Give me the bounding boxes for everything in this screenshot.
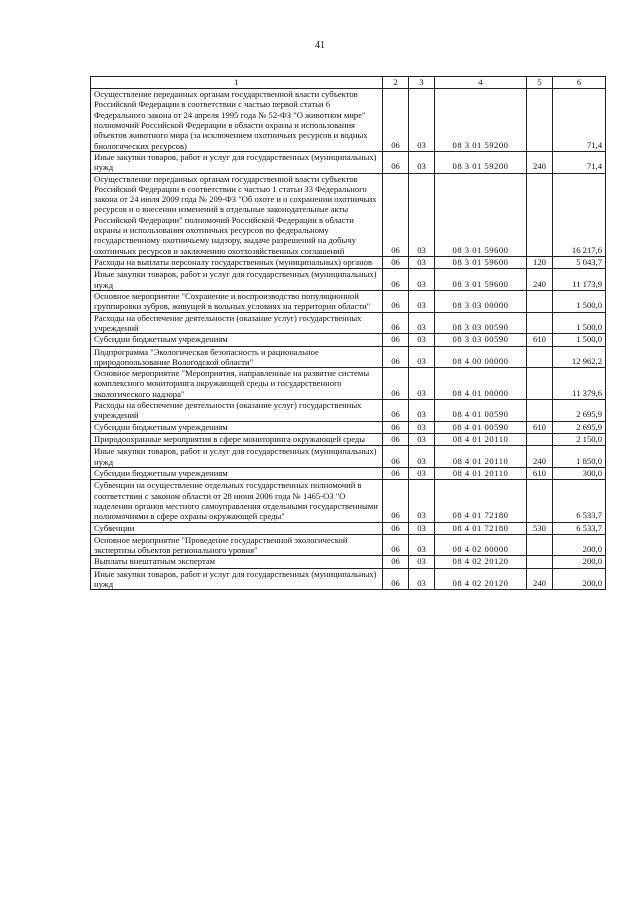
row-target-code: 08 4 01 00000 (435, 368, 527, 400)
header-col-5: 5 (527, 77, 553, 89)
row-expense-type: 240 (527, 446, 553, 468)
row-subsection: 03 (409, 346, 435, 368)
row-name: Осуществление переданных органам государственной власти субъектов Российской Федерации в соответствии с частью первой статьи 6 Федерального закона от 24 апреля 1995 года № 52-ФЗ "О животном мире" полномочий Российской Федерации в области охраны и использования объектов животного мира (за исключением охотничьих ресурсов и водных биологических ресурсов) (91, 89, 383, 152)
row-name: Субвенции (91, 522, 383, 534)
row-section: 06 (383, 334, 409, 346)
row-target-code: 08 4 02 00000 (435, 534, 527, 556)
row-amount: 200,0 (553, 534, 606, 556)
row-amount: 16 217,6 (553, 173, 606, 257)
row-subsection: 03 (409, 534, 435, 556)
row-subsection: 03 (409, 446, 435, 468)
row-section: 06 (383, 556, 409, 568)
header-col-4: 4 (435, 77, 527, 89)
row-target-code: 08 3 01 59600 (435, 269, 527, 291)
row-expense-type: 240 (527, 151, 553, 173)
row-expense-type (527, 556, 553, 568)
row-amount: 5 043,7 (553, 257, 606, 269)
row-section: 06 (383, 400, 409, 422)
table-row (91, 257, 606, 269)
header-col-6: 6 (553, 77, 606, 89)
row-name: Иные закупки товаров, работ и услуг для государственных (муниципальных) нужд (91, 151, 383, 173)
row-section: 06 (383, 467, 409, 479)
row-name: Иные закупки товаров, работ и услуг для государственных (муниципальных) нужд (91, 446, 383, 468)
row-target-code: 08 4 01 72180 (435, 480, 527, 522)
table-row (91, 522, 606, 534)
row-name: Субсидии бюджетным учреждениям (91, 467, 383, 479)
row-target-code: 08 4 01 72180 (435, 522, 527, 534)
table-row (91, 446, 606, 468)
table-row (91, 89, 606, 152)
row-amount: 2 695,9 (553, 421, 606, 433)
row-target-code: 08 3 03 00590 (435, 334, 527, 346)
page-number: 41 (315, 40, 325, 51)
row-expense-type (527, 346, 553, 368)
row-section: 06 (383, 173, 409, 257)
row-section: 06 (383, 151, 409, 173)
row-amount: 200,0 (553, 568, 606, 590)
row-amount: 71,4 (553, 151, 606, 173)
row-expense-type: 610 (527, 421, 553, 433)
table-body (91, 89, 606, 590)
row-section: 06 (383, 312, 409, 334)
table-row (91, 400, 606, 422)
row-target-code: 08 4 01 00590 (435, 421, 527, 433)
row-subsection: 03 (409, 434, 435, 446)
row-amount: 71,4 (553, 89, 606, 152)
row-amount: 1 500,0 (553, 290, 606, 312)
table-row (91, 151, 606, 173)
table-row (91, 467, 606, 479)
header-col-3: 3 (409, 77, 435, 89)
table-row (91, 346, 606, 368)
row-subsection: 03 (409, 89, 435, 152)
row-expense-type (527, 173, 553, 257)
row-name: Иные закупки товаров, работ и услуг для государственных (муниципальных) нужд (91, 269, 383, 291)
row-expense-type: 120 (527, 257, 553, 269)
row-target-code: 08 3 01 59600 (435, 173, 527, 257)
row-expense-type: 610 (527, 467, 553, 479)
row-name: Подпрограмма "Экологическая безопасность и рациональное природопользование Вологодской области" (91, 346, 383, 368)
row-amount: 1 500,0 (553, 334, 606, 346)
row-section: 06 (383, 522, 409, 534)
row-subsection: 03 (409, 290, 435, 312)
row-subsection: 03 (409, 269, 435, 291)
row-expense-type (527, 480, 553, 522)
row-name: Расходы на выплаты персоналу государственных (муниципальных) органов (91, 257, 383, 269)
row-subsection: 03 (409, 568, 435, 590)
row-expense-type (527, 312, 553, 334)
row-expense-type (527, 368, 553, 400)
row-name: Расходы на обеспечение деятельности (оказание услуг) государственных учреждений (91, 312, 383, 334)
row-expense-type: 240 (527, 269, 553, 291)
row-section: 06 (383, 257, 409, 269)
table-row (91, 269, 606, 291)
row-subsection: 03 (409, 480, 435, 522)
row-target-code: 08 4 01 20110 (435, 446, 527, 468)
row-target-code: 08 4 00 00000 (435, 346, 527, 368)
table-row (91, 290, 606, 312)
row-subsection: 03 (409, 421, 435, 433)
row-name: Природоохранные мероприятия в сфере мониторинга окружающей среды (91, 434, 383, 446)
row-amount: 2 150,0 (553, 434, 606, 446)
row-amount: 1 850,0 (553, 446, 606, 468)
row-amount: 2 695,9 (553, 400, 606, 422)
row-expense-type (527, 434, 553, 446)
table-row (91, 534, 606, 556)
row-section: 06 (383, 421, 409, 433)
budget-table (90, 76, 606, 590)
row-name: Выплаты внештатным экспертам (91, 556, 383, 568)
row-name: Основное мероприятие "Проведение государственной экологической экспертизы объектов регионального уровня" (91, 534, 383, 556)
row-expense-type (527, 534, 553, 556)
row-subsection: 03 (409, 368, 435, 400)
row-target-code: 08 4 02 20120 (435, 556, 527, 568)
row-expense-type: 240 (527, 568, 553, 590)
row-name: Расходы на обеспечение деятельности (оказание услуг) государственных учреждений (91, 400, 383, 422)
row-target-code: 08 3 01 59200 (435, 151, 527, 173)
row-amount: 6 533,7 (553, 480, 606, 522)
row-target-code: 08 3 01 59600 (435, 257, 527, 269)
row-target-code: 08 3 03 00000 (435, 290, 527, 312)
table-row (91, 368, 606, 400)
row-section: 06 (383, 446, 409, 468)
table-row (91, 568, 606, 590)
row-subsection: 03 (409, 312, 435, 334)
table-row (91, 173, 606, 257)
row-section: 06 (383, 568, 409, 590)
row-section: 06 (383, 89, 409, 152)
row-expense-type (527, 400, 553, 422)
row-subsection: 03 (409, 400, 435, 422)
row-section: 06 (383, 480, 409, 522)
row-subsection: 03 (409, 556, 435, 568)
table-row (91, 480, 606, 522)
row-target-code: 08 4 02 20120 (435, 568, 527, 590)
row-amount: 11 173,9 (553, 269, 606, 291)
table-row (91, 556, 606, 568)
row-amount: 300,0 (553, 467, 606, 479)
header-col-2: 2 (383, 77, 409, 89)
table-row (91, 312, 606, 334)
row-target-code: 08 4 01 00590 (435, 400, 527, 422)
row-subsection: 03 (409, 257, 435, 269)
row-name: Основное мероприятие "Мероприятия, направленные на развитие системы комплексного мониторинга окружающей среды и государственного экологического надзора" (91, 368, 383, 400)
row-expense-type (527, 290, 553, 312)
row-target-code: 08 4 01 20110 (435, 467, 527, 479)
row-section: 06 (383, 368, 409, 400)
row-amount: 200,0 (553, 556, 606, 568)
table-row (91, 434, 606, 446)
row-section: 06 (383, 269, 409, 291)
row-target-code: 08 3 01 59200 (435, 89, 527, 152)
header-col-1: 1 (91, 77, 383, 89)
row-expense-type: 530 (527, 522, 553, 534)
row-section: 06 (383, 434, 409, 446)
row-name: Основное мероприятие "Сохранение и воспроизводство популяционной группировки зубров, живущей в вольных условиях на территории области" (91, 290, 383, 312)
row-subsection: 03 (409, 522, 435, 534)
row-target-code: 08 3 03 00590 (435, 312, 527, 334)
row-amount: 6 533,7 (553, 522, 606, 534)
row-name: Субсидии бюджетным учреждениям (91, 334, 383, 346)
row-name: Иные закупки товаров, работ и услуг для государственных (муниципальных) нужд (91, 568, 383, 590)
row-section: 06 (383, 534, 409, 556)
row-section: 06 (383, 290, 409, 312)
row-amount: 1 500,0 (553, 312, 606, 334)
row-subsection: 03 (409, 334, 435, 346)
table-row (91, 421, 606, 433)
row-section: 06 (383, 346, 409, 368)
table-row (91, 334, 606, 346)
row-name: Осуществление переданных органам государственной власти субъектов Российской Федерации в соответствии с частью 1 статьи 33 Федерального закона от 24 июля 2009 года № 209-ФЗ "Об охоте и о сохранении охотничьих ресурсов и о внесении изменений в отдельные законодательные акты Российской Федерации" полномочий Российской Федерации в области охраны и использования охотничьих ресурсов по федеральному государственному охотничьему надзору, выдаче разрешений на добычу охотничьих ресурсов и заключению охотхозяйственных соглашений (91, 173, 383, 257)
row-amount: 12 962,2 (553, 346, 606, 368)
row-subsection: 03 (409, 151, 435, 173)
row-subsection: 03 (409, 467, 435, 479)
row-subsection: 03 (409, 173, 435, 257)
row-amount: 11 379,6 (553, 368, 606, 400)
row-expense-type: 610 (527, 334, 553, 346)
header-row (91, 77, 606, 89)
row-name: Субсидии бюджетным учреждениям (91, 421, 383, 433)
row-expense-type (527, 89, 553, 152)
row-target-code: 08 4 01 20110 (435, 434, 527, 446)
row-name: Субвенции на осуществление отдельных государственных полномочий в соответствии с законом области от 28 июня 2006 года № 1465-ОЗ "О наделении органов местного самоуправления отдельными государственными полномочиями в сфере охраны окружающей среды" (91, 480, 383, 522)
